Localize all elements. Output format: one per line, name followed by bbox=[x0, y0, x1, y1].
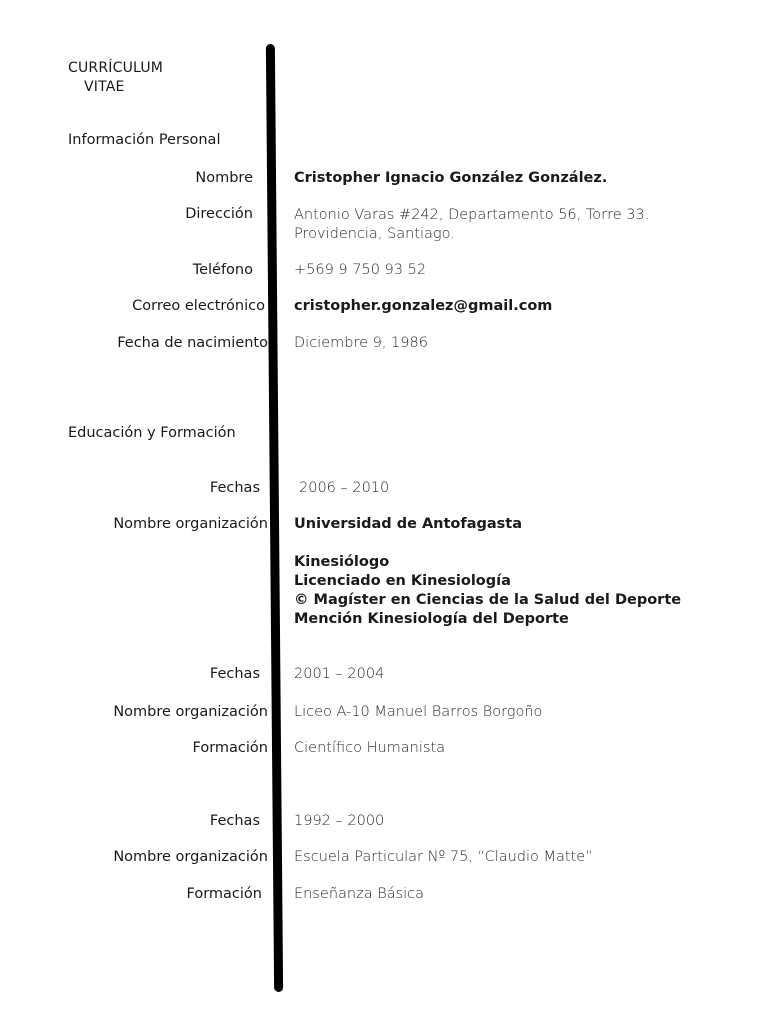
dates-value: 1992 – 2000 bbox=[294, 813, 385, 829]
education-heading: Educación y Formación bbox=[68, 425, 236, 441]
phone-value: +569 9 750 93 52 bbox=[294, 262, 427, 278]
personal-info-heading: Información Personal bbox=[68, 132, 221, 148]
dates-label: Fechas bbox=[209, 666, 260, 682]
degree-item: Licenciado en Kinesiología bbox=[294, 573, 511, 589]
address-line-2: Providencia, Santiago. bbox=[294, 226, 455, 242]
org-label: Nombre organización bbox=[113, 849, 268, 865]
dates-value: 2001 – 2004 bbox=[294, 666, 385, 682]
document-title bbox=[68, 59, 163, 97]
degree-item: © Magíster en Ciencias de la Salud del Deporte bbox=[294, 592, 682, 608]
title-line-2: VITAE bbox=[84, 79, 125, 95]
formation-label: Formación bbox=[186, 886, 262, 902]
dates-label: Fechas bbox=[209, 813, 260, 829]
timeline-divider-line bbox=[266, 44, 283, 992]
address-label: Dirección bbox=[185, 206, 253, 222]
org-value: Escuela Particular Nº 75, “Claudio Matte” bbox=[294, 849, 593, 865]
address-line-1: Antonio Varas #242, Departamento 56, Torre 33. bbox=[294, 207, 650, 223]
name-label: Nombre bbox=[195, 170, 253, 186]
formation-label: Formación bbox=[192, 740, 268, 756]
email-label: Correo electrónico bbox=[132, 298, 265, 314]
org-label: Nombre organización bbox=[113, 516, 268, 532]
org-value: Liceo A-10 Manuel Barros Borgoño bbox=[294, 704, 543, 720]
dates-label: Fechas bbox=[209, 480, 260, 496]
name-value: Cristopher Ignacio González González. bbox=[294, 170, 608, 186]
birthdate-value: Diciembre 9, 1986 bbox=[294, 335, 428, 351]
degree-item: Kinesiólogo bbox=[294, 554, 390, 570]
degree-item: Mención Kinesiología del Deporte bbox=[294, 611, 569, 627]
address-value bbox=[294, 206, 649, 244]
birthdate-label: Fecha de nacimiento bbox=[117, 335, 268, 351]
org-value: Universidad de Antofagasta bbox=[294, 516, 522, 532]
title-line-1: CURRÍCULUM bbox=[68, 60, 164, 76]
org-label: Nombre organización bbox=[113, 704, 268, 720]
email-value[interactable]: cristopher.gonzalez@gmail.com bbox=[294, 298, 553, 314]
formation-value: Científico Humanista bbox=[294, 740, 446, 756]
formation-value: Enseñanza Básica bbox=[294, 886, 425, 902]
dates-value: 2006 – 2010 bbox=[299, 480, 390, 496]
phone-label: Teléfono bbox=[192, 262, 253, 278]
degrees-list bbox=[294, 553, 681, 629]
